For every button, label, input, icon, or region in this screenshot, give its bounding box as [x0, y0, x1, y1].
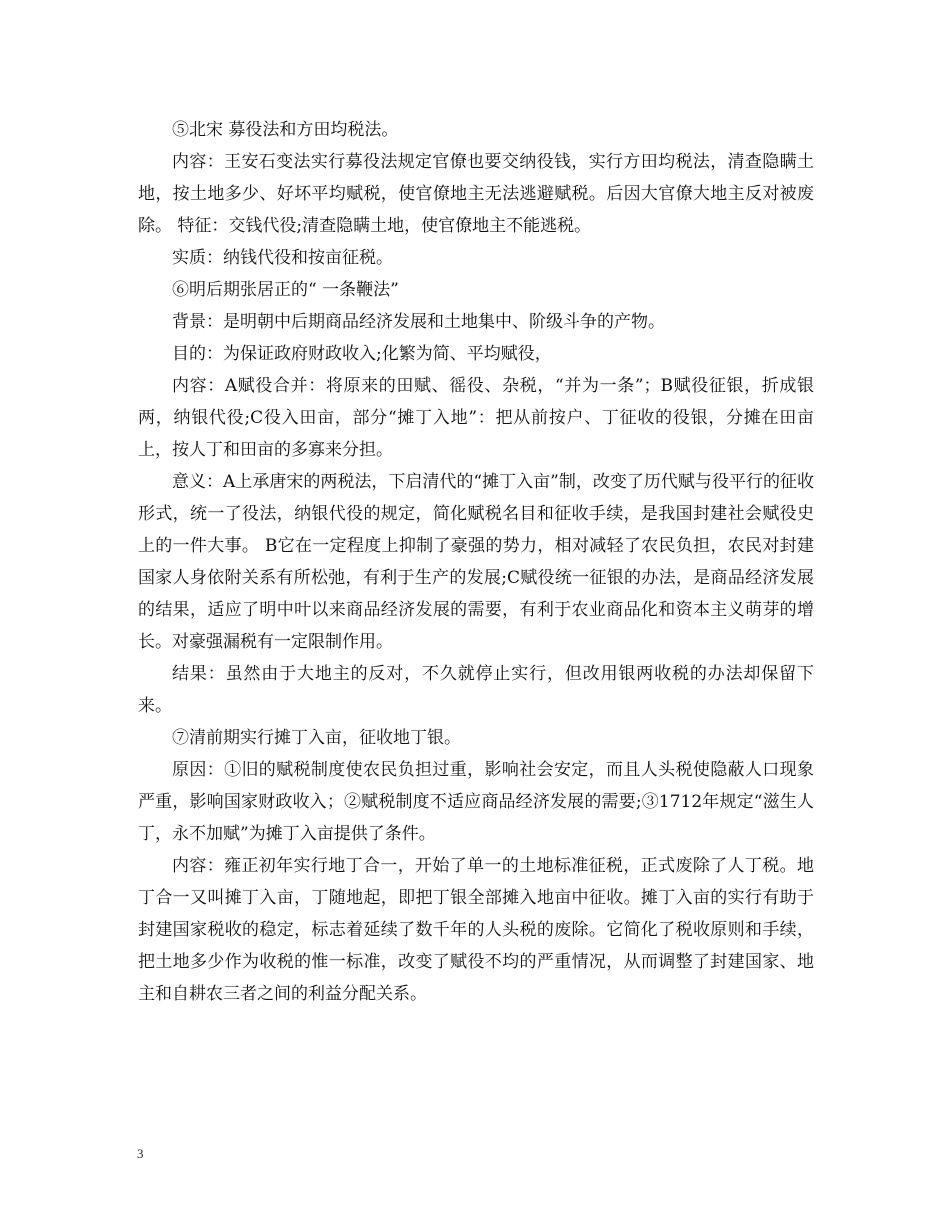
paragraph-qing-title: ⑦清前期实行摊丁入亩，征收地丁银。: [172, 728, 461, 748]
paragraph-single-whip-result: 结果：虽然由于大地主的反对，不久就停止实行，但改用银两收税的办法却保留下来。: [138, 664, 814, 716]
paragraph-northern-song-title: ⑤北宋 募役法和方田均税法。: [172, 120, 399, 140]
paragraph-northern-song-content: 内容：王安石变法实行募役法规定官僚也要交纳役钱，实行方田均税法，清查隐瞒土地，按土地多少、好坏平均赋税，使官僚地主无法逃避赋税。后因大官僚大地主反对被废除。 特征：交钱代役;清查隐瞒土地，使官僚地主不能逃税。: [138, 152, 814, 236]
paragraph-single-whip-purpose: 目的：为保证政府财政收入;化繁为简、平均赋役，: [172, 344, 552, 364]
paragraph-single-whip-background: 背景：是明朝中后期商品经济发展和土地集中、阶级斗争的产物。: [172, 312, 665, 332]
page-number: 3: [137, 1146, 144, 1161]
paragraph-single-whip-title: ⑥明后期张居正的“ 一条鞭法”: [172, 280, 399, 300]
paragraph-northern-song-essence: 实质：纳钱代役和按亩征税。: [172, 248, 393, 268]
document-body: [138, 114, 814, 1010]
paragraph-single-whip-content: 内容：A赋役合并：将原来的田赋、徭役、杂税，“并为一条”；B赋役征银，折成银两，纳银代役;C役入田亩，部分“摊丁入地”：把从前按户、丁征收的役银，分摊在田亩上，按人丁和田亩的多寡来分担。: [138, 376, 814, 460]
paragraph-single-whip-significance: 意义：A上承唐宋的两税法，下启清代的“摊丁入亩”制，改变了历代赋与役平行的征收形式，统一了役法，纳银代役的规定，简化赋税名目和征收手续，是我国封建社会赋役史上的一件大事。 B它在一定程度上抑制了豪强的势力，相对减轻了农民负担，农民对封建国家人身依附关系有所松弛，有利于生产的发展;C赋役统一征银的办法，是商品经济发展的结果，适应了明中叶以来商品经济发展的需要，有利于农业商品化和资本主义萌芽的增长。对豪强漏税有一定限制作用。: [138, 472, 814, 652]
paragraph-qing-content: 内容：雍正初年实行地丁合一，开始了单一的土地标准征税，正式废除了人丁税。地丁合一又叫摊丁入亩，丁随地起，即把丁银全部摊入地亩中征收。摊丁入亩的实行有助于封建国家税收的稳定，标志着延续了数千年的人头税的废除。它简化了税收原则和手续，把土地多少作为收税的惟一标准，改变了赋役不均的严重情况，从而调整了封建国家、地主和自耕农三者之间的利益分配关系。: [138, 856, 814, 1004]
paragraph-qing-reason: 原因：①旧的赋税制度使农民负担过重，影响社会安定，而且人头税使隐蔽人口现象严重，影响国家财政收入；②赋税制度不适应商品经济发展的需要;③1712年规定“滋生人丁，永不加赋”为摊丁入亩提供了条件。: [138, 760, 814, 844]
